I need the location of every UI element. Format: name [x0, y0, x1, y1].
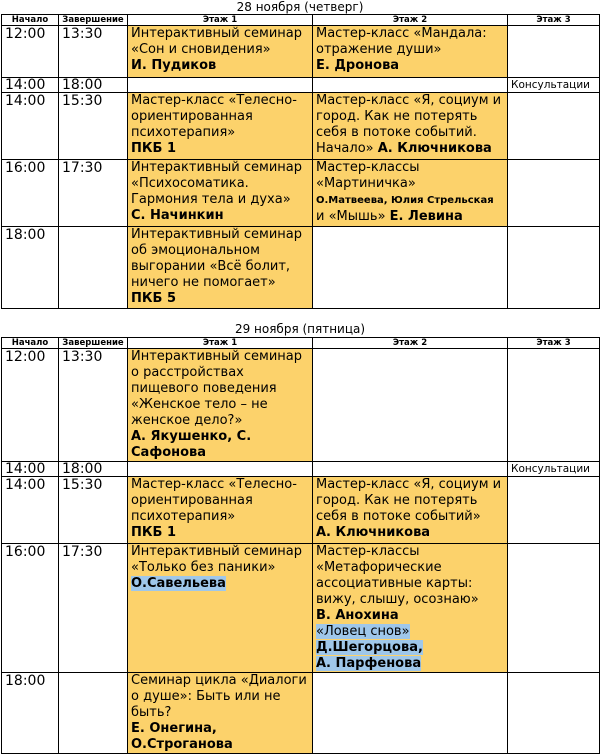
event-title: Интерактивный семинар об эмоциональном выгорании «Всё болит, ничего не помогает» [131, 227, 303, 290]
event-host: Е. Онегина, О.Строганова [131, 721, 233, 752]
end-time: 18:00 [59, 78, 128, 93]
table-row [2, 349, 600, 462]
event-host: С. Начинкин [131, 208, 224, 223]
event-host-3: А. Парфенова [316, 656, 422, 671]
consultations-label: Консультации [508, 78, 600, 93]
event-title: Интерактивный семинар «Психосоматика. Гармония тела и духа» [131, 160, 303, 207]
event-title: Мастер-классы «Мартиничка» [316, 160, 420, 191]
header-floor-2: Этаж 2 [313, 338, 508, 349]
event-title: Мастер-класс «Я, социум и город. Как не потерять себя в потоке событий. Начало» [316, 93, 502, 156]
event-floor-1 [128, 227, 313, 309]
start-time: 14:00 [2, 78, 59, 93]
start-time: 18:00 [2, 227, 59, 309]
end-time: 13:30 [59, 26, 128, 78]
day2-title: 29 ноября (пятница) [234, 322, 366, 336]
event-host: И. Пудиков [131, 58, 217, 73]
start-time: 16:00 [2, 160, 59, 227]
event-floor-1 [128, 349, 313, 462]
event-floor-2 [313, 462, 508, 477]
end-time [59, 227, 128, 309]
event-floor-2 [313, 93, 508, 160]
header-end: Завершение [59, 15, 128, 26]
event-floor-1 [128, 477, 313, 544]
table-header-row [2, 338, 600, 349]
event-host: А. Ключникова [377, 141, 492, 156]
event-floor-3 [508, 673, 600, 754]
event-floor-1 [128, 93, 313, 160]
event-floor-1 [128, 462, 313, 477]
event-floor-3 [508, 227, 600, 309]
event-title-2: «Ловец снов» [316, 624, 410, 639]
event-floor-2 [313, 349, 508, 462]
event-floor-1 [128, 544, 313, 673]
event-title: Мастер-класс «Телесно-ориентированная психотерапия» [131, 477, 297, 524]
table-header-row [2, 15, 600, 26]
event-floor-3 [508, 544, 600, 673]
event-title-2: и «Мышь» [316, 209, 386, 224]
event-host: Е. Дронова [316, 58, 400, 73]
end-time: 17:30 [59, 544, 128, 673]
event-host-2: Д.Шегорцова, [316, 640, 423, 655]
event-title: Семинар цикла «Диалоги о душе»: Быть или не быть? [131, 673, 307, 720]
event-title: Мастер-классы «Метафорические ассоциативные карты: вижу, слышу, осознаю» [316, 544, 479, 607]
start-time: 14:00 [2, 462, 59, 477]
event-floor-1 [128, 26, 313, 78]
event-floor-3 [508, 160, 600, 227]
end-time [59, 673, 128, 754]
event-title: Интерактивный семинар о расстройствах пищевого поведения «Женское тело – не женское дело?» [131, 349, 303, 428]
event-floor-1 [128, 673, 313, 754]
event-floor-1 [128, 78, 313, 93]
event-host: ПКБ 5 [131, 291, 176, 306]
start-time: 14:00 [2, 477, 59, 544]
end-time: 17:30 [59, 160, 128, 227]
header-floor-1: Этаж 1 [128, 15, 313, 26]
header-floor-2: Этаж 2 [313, 15, 508, 26]
table-row [2, 93, 600, 160]
consultations-label: Консультации [508, 462, 600, 477]
event-floor-2 [313, 544, 508, 673]
event-title: Мастер-класс «Телесно-ориентированная психотерапия» [131, 93, 297, 140]
end-time: 15:30 [59, 93, 128, 160]
event-host: А. Якушенко, С. Сафонова [131, 429, 252, 460]
end-time: 13:30 [59, 349, 128, 462]
header-end: Завершение [59, 338, 128, 349]
event-title: Мастер-класс «Мандала: отражение души» [316, 26, 487, 57]
event-floor-1 [128, 160, 313, 227]
header-floor-1: Этаж 1 [128, 338, 313, 349]
end-time: 15:30 [59, 477, 128, 544]
event-floor-3 [508, 93, 600, 160]
event-host: ПКБ 1 [131, 141, 176, 156]
table-row [2, 673, 600, 754]
event-floor-3 [508, 477, 600, 544]
table-row [2, 160, 600, 227]
end-time: 18:00 [59, 462, 128, 477]
event-floor-2 [313, 673, 508, 754]
event-host: ПКБ 1 [131, 525, 176, 540]
event-floor-3 [508, 349, 600, 462]
start-time: 14:00 [2, 93, 59, 160]
header-floor-3: Этаж 3 [508, 338, 600, 349]
event-host: О.Савельева [131, 576, 226, 591]
event-floor-2 [313, 227, 508, 309]
day1-schedule-table [1, 14, 600, 309]
event-floor-3 [508, 26, 600, 78]
table-row [2, 78, 600, 93]
header-start: Начало [2, 15, 59, 26]
header-floor-3: Этаж 3 [508, 15, 600, 26]
day2-schedule-table [1, 337, 600, 754]
table-row [2, 477, 600, 544]
table-row [2, 544, 600, 673]
table-row [2, 227, 600, 309]
event-title: Интерактивный семинар «Только без паники» [131, 544, 303, 575]
event-floor-2 [313, 78, 508, 93]
table-row [2, 26, 600, 78]
event-floor-2 [313, 160, 508, 227]
event-title: Мастер-класс «Я, социум и город. Как не потерять себя в потоке событий» [316, 477, 502, 524]
event-host-2: Е. Левина [389, 209, 463, 224]
day1-title: 28 ноября (четверг) [236, 0, 364, 14]
table-row [2, 462, 600, 477]
event-host: В. Анохина [316, 608, 399, 623]
event-host: А. Ключникова [316, 525, 431, 540]
start-time: 12:00 [2, 349, 59, 462]
event-host: О.Матвеева, Юлия Стрельская [316, 195, 494, 206]
event-floor-2 [313, 26, 508, 78]
event-title: Интерактивный семинар «Сон и сновидения» [131, 26, 303, 57]
start-time: 16:00 [2, 544, 59, 673]
start-time: 12:00 [2, 26, 59, 78]
event-floor-2 [313, 477, 508, 544]
header-start: Начало [2, 338, 59, 349]
start-time: 18:00 [2, 673, 59, 754]
